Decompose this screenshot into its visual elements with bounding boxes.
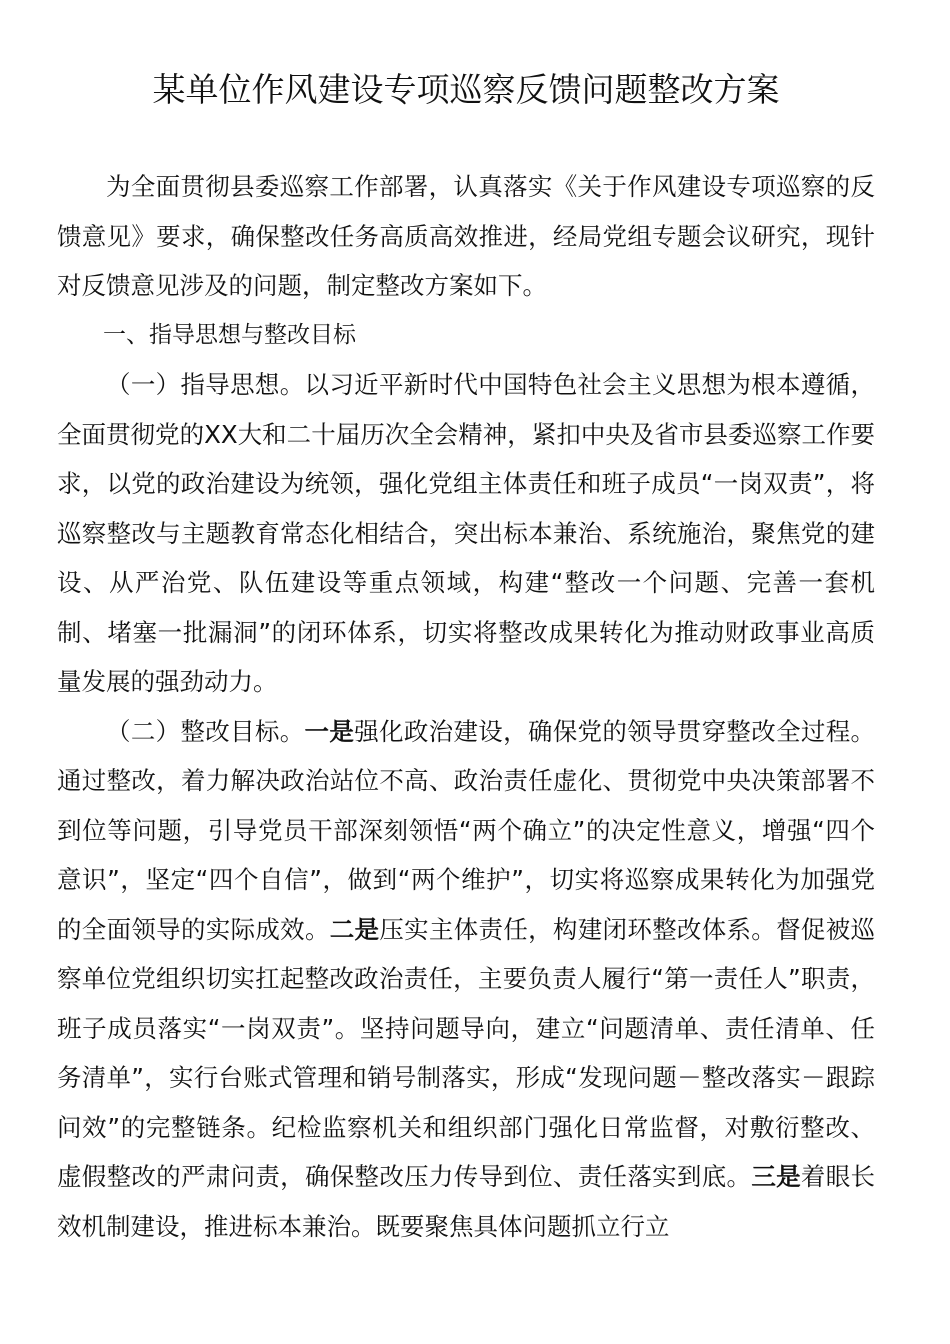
goal-text-3: 着眼长效机制建设，推进标本兼治。既要聚焦具体问题抓立行立 [57,1162,875,1241]
intro-paragraph: 为全面贯彻县委巡察工作部署，认真落实《关于作风建设专项巡察的反馈意见》要求，确保整改任务高质高效推进，经局党组专题会议研究，现针对反馈意见涉及的问题，制定整改方案如下。 [57,172,875,300]
document-body [57,162,875,1251]
goals-prefix: （二）整改目标。 [106,716,305,746]
goal-label-2: 二是 [329,914,380,944]
guiding-thought-paragraph: （一）指导思想。以习近平新时代中国特色社会主义思想为根本遵循，全面贯彻党的XX大和二十届历次全会精神，紧扣中央及省市县委巡察工作要求，以党的政治建设为统领，强化党组主体责任和班子成员“一岗双责”，将巡察整改与主题教育常态化相结合，突出标本兼治、系统施治，聚焦党的建设、从严治党、队伍建设等重点领域，构建“整改一个问题、完善一套机制、堵塞一批漏洞”的闭环体系，切实将整改成果转化为推动财政事业高质量发展的强劲动力。 [57,370,875,696]
document-title: 某单位作风建设专项巡察反馈问题整改方案 [152,70,780,109]
goal-label-1: 一是 [304,716,355,746]
goal-label-3: 三是 [751,1162,801,1191]
goals-paragraph [57,707,875,1252]
goal-text-1: 强化政治建设，确保党的领导贯穿整改全过程。通过整改，着力解决政治站位不高、政治责任虚化、贯彻党中央决策部署不到位等问题，引导党员干部深刻领悟“两个确立”的决定性意义，增强“四个意识”，坚定“四个自信”，做到“两个维护”，切实将巡察成果转化为加强党的全面领导的实际成效。 [57,716,876,944]
section-heading: 一、指导思想与整改目标 [103,321,356,348]
goal-text-2: 压实主体责任，构建闭环整改体系。督促被巡察单位党组织切实扛起整改政治责任，主要负责人履行“第一责任人”职责，班子成员落实“一岗双责”。坚持问题导向，建立“问题清单、责任清单、任务清单”，实行台账式管理和销号制落实，形成“发现问题－整改落实－跟踪问效”的完整链条。纪检监察机关和组织部门强化日常监督，对敷衍整改、虚假整改的严肃问责，确保整改压力传导到位、责任落实到底。 [57,914,875,1191]
